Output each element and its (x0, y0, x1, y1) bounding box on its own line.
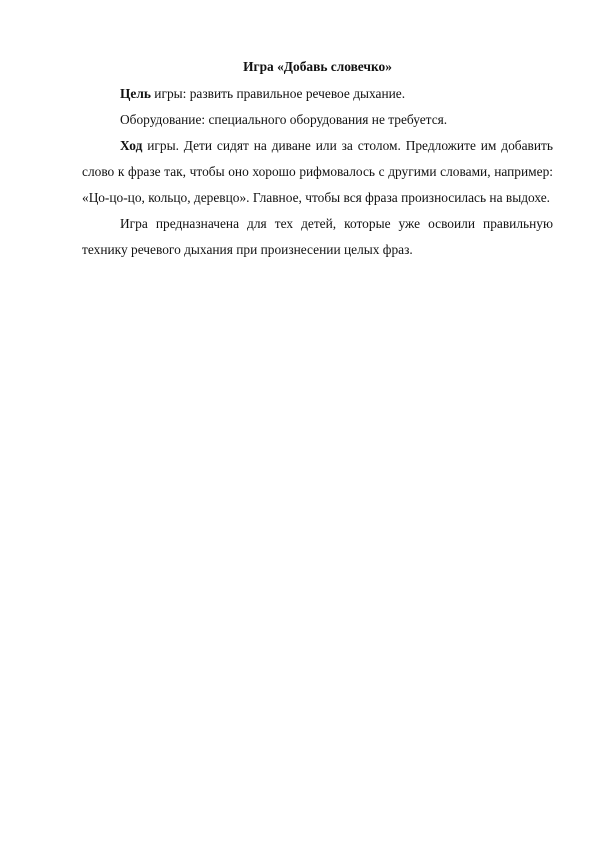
document-body (82, 56, 553, 263)
goal-paragraph (82, 81, 553, 107)
document-title: Игра «Добавь словечко» (243, 59, 392, 74)
procedure-lead: Ход (120, 138, 143, 153)
goal-lead: Цель (120, 86, 151, 101)
procedure-paragraph (82, 133, 553, 211)
equipment-paragraph: Оборудование: специального оборудования не требуется. (120, 112, 448, 127)
procedure-text: игры. Дети сидят на диване или за столом. Предложите им добавить слово к фразе так, чтобы оно хорошо рифмовалось с другими словами, например: «Цо-цо-цо, кольцо, деревцо». Главное, чтобы вся фраза произносилась на выдохе. (82, 138, 553, 205)
goal-text: игры: развить правильное речевое дыхание. (150, 86, 406, 101)
note-paragraph: Игра предназначена для тех детей, которые уже освоили правильную технику речевого дыхания при произнесении целых фраз. (82, 216, 553, 257)
